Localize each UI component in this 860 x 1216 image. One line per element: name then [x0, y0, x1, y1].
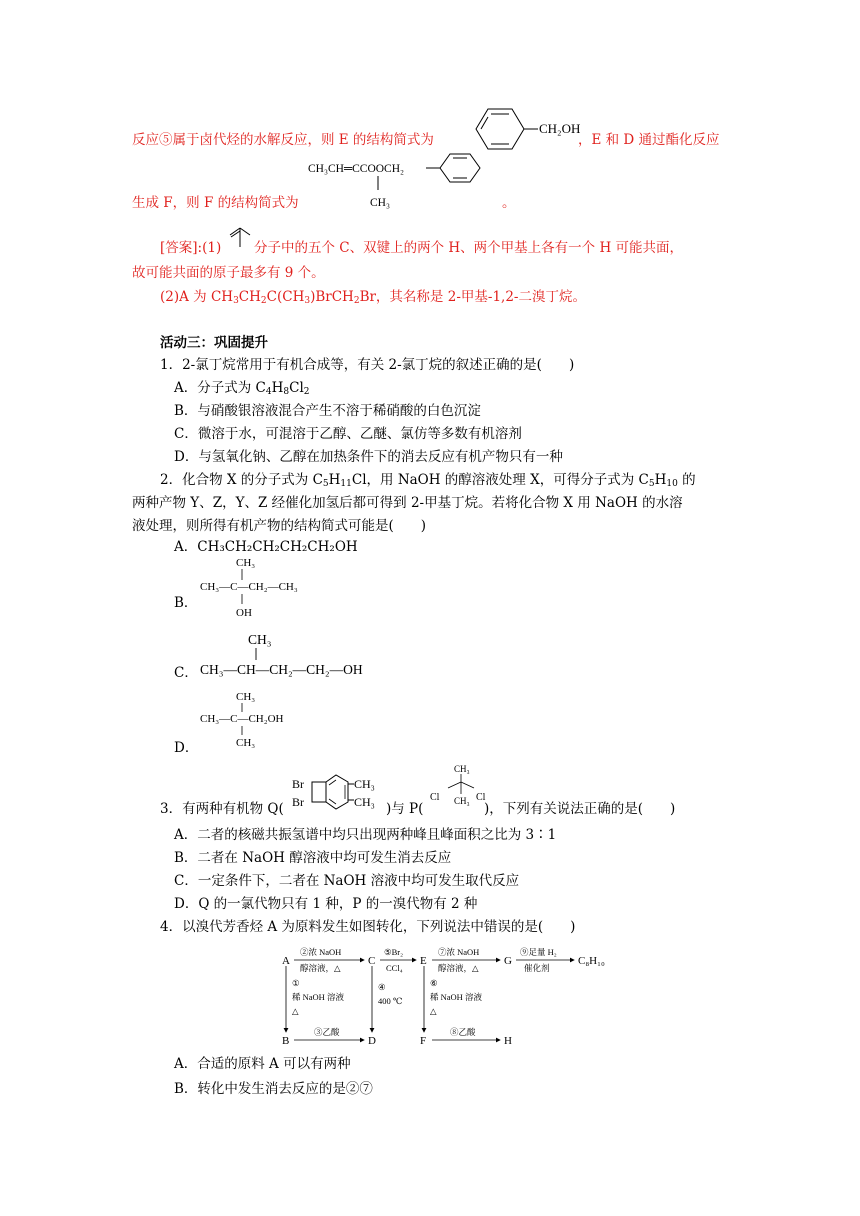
q-br-top: Br — [292, 777, 304, 791]
node-c8h10: C₈H₁₀ — [578, 955, 605, 967]
node-b: B — [282, 1035, 290, 1047]
p-ch3-top: CH₃ — [454, 764, 470, 774]
q2-structure-b — [198, 554, 338, 622]
node-g: G — [504, 955, 512, 967]
answer-line-2b — [502, 194, 516, 212]
node-c: C — [368, 955, 376, 967]
p-cl-left: Cl — [430, 792, 440, 803]
q4-option-b: B．转化中发生消去反应的是②⑦ — [174, 1081, 373, 1097]
q2-option-c-label: C． — [174, 665, 198, 681]
answer-1-text: 分子中的五个 C、双键上的两个 H、两个甲基上各有一个 H 可能共面， — [254, 240, 684, 256]
r5-top: ⑤Br₂ — [384, 947, 404, 957]
node-d: D — [368, 1035, 376, 1047]
r1-num: ① — [292, 978, 300, 988]
answer-2-text: (2)A 为 $CH_3CH_2C(CH_3)BrCH_2Br$，其名称是 2-甲基-1,2-二溴丁烷。 — [160, 289, 586, 306]
r2-bot: 醇溶液，△ — [300, 963, 341, 973]
q1-option-c: C．微溶于水，可混溶于乙醇、乙醚、氯仿等多数有机溶剂 — [174, 426, 522, 442]
section-title: 活动三：巩固提升 — [160, 335, 268, 351]
q2-stem-2: 两种产物 Y、Z，Y、Z 经催化加氢后都可得到 2-甲基丁烷。若将化合物 X 用 NaOH 的水溶 — [132, 495, 683, 511]
q2-structure-d — [198, 688, 338, 750]
r3-label: ③乙酸 — [314, 1027, 340, 1037]
q1-option-d: D．与氢氧化钠、乙醇在加热条件下的消去反应有机产物只有一种 — [174, 449, 563, 465]
struct-c-chain: CH₃—CH—CH₂—CH₂—OH — [200, 662, 363, 677]
answer-line-2 — [132, 194, 299, 212]
q1-stem: 1．2-氯丁烷常用于有机合成等，有关 2-氯丁烷的叙述正确的是( ) — [160, 357, 575, 373]
r1-reagent: 稀 NaOH 溶液 — [292, 992, 344, 1002]
struct-d-chain: CH₃—C—CH₂OH — [200, 713, 284, 725]
ester-branch-label: CH₃ — [370, 197, 390, 209]
q-ch3-top: CH₃ — [354, 777, 375, 791]
q4-option-a: A．合适的原料 A 可以有两种 — [174, 1056, 351, 1072]
r6-heat: △ — [430, 1006, 437, 1016]
q3-stem-b: )与 P( — [386, 801, 424, 817]
q2-option-b-label: B． — [174, 595, 198, 611]
node-h: H — [504, 1035, 512, 1047]
q3-option-a: A．二者的核磁共振氢谱中均只出现两种峰且峰面积之比为 3∶1 — [174, 827, 557, 843]
q3-option-d: D．Q 的一氯代物只有 1 种，P 的一溴代物有 2 种 — [174, 896, 478, 912]
q3-structure-p — [428, 762, 492, 818]
benzyl-label: CH₂OH — [539, 121, 581, 136]
q2-structure-c — [198, 628, 418, 680]
p-ch3-bottom: CH₃ — [454, 796, 470, 806]
ester-top-label: CH₃CH═CCOOCH₂ — [308, 163, 405, 175]
r1-heat: △ — [292, 1006, 299, 1016]
q2-option-d-label: D． — [174, 740, 199, 756]
answer-text: 反应⑤属于卤代烃的水解反应，则 E 的结构简式为 — [132, 132, 434, 148]
isoprene-skeleton — [226, 225, 256, 251]
answer-prefix: [答案]:(1) — [160, 240, 222, 256]
node-e: E — [420, 955, 427, 967]
q3-option-c: C．一定条件下，二者在 NaOH 溶液中均可发生取代反应 — [174, 873, 520, 889]
q4-stem: 4．以溴代芳香烃 A 为原料发生如图转化，下列说法中错误的是( ) — [160, 919, 576, 935]
answer-text: ，E 和 D 通过酯化反应 — [578, 132, 720, 148]
q2-stem-1: 2．化合物 X 的分子式为 $C_5H_{11}Cl$，用 NaOH 的醇溶液处理 X，可得分子式为 $C_5H_{10}$ 的 — [160, 472, 696, 489]
q2-option-a: A．CH₃CH₂CH₂CH₂CH₂OH — [174, 539, 358, 555]
r2-top: ②浓 NaOH — [300, 947, 342, 957]
r6-num: ⑥ — [430, 978, 438, 988]
r9-top: ⑨足量 H₂ — [520, 947, 557, 957]
q-br-bottom: Br — [292, 795, 304, 809]
r6-reagent: 稀 NaOH 溶液 — [430, 992, 482, 1002]
q3-stem-a: 3．有两种有机物 Q( — [160, 801, 284, 817]
r8-label: ⑧乙酸 — [450, 1027, 476, 1037]
answer-1-text-2: 故可能共面的原子最多有 9 个。 — [132, 265, 325, 281]
r9-bot: 催化剂 — [524, 963, 550, 973]
r7-bot: 醇溶液，△ — [438, 963, 479, 973]
struct-b-chain: CH₃—C—CH₂—CH₃ — [200, 581, 298, 593]
r4-temp: 400 ℃ — [378, 996, 403, 1006]
struct-b-ch3: CH₃ — [236, 557, 256, 569]
benzyl-alcohol-structure — [456, 104, 586, 154]
node-f: F — [420, 1035, 427, 1047]
r5-bot: CCl₄ — [386, 963, 403, 973]
answer-text: 生成 F，则 F 的结构简式为 — [132, 195, 299, 211]
node-a: A — [282, 955, 290, 967]
q1-option-b: B．与硝酸银溶液混合产生不溶于稀硝酸的白色沉淀 — [174, 403, 481, 419]
struct-c-ch3: CH₃ — [248, 632, 272, 647]
p-cl-right: Cl — [476, 792, 486, 803]
r7-top: ⑦浓 NaOH — [438, 947, 480, 957]
struct-d-ch3-bottom: CH₃ — [236, 737, 256, 749]
q3-structure-q — [290, 772, 388, 816]
q1-option-a: A．分子式为 $C_4H_8Cl_2$ — [174, 380, 310, 397]
answer-line-1b — [578, 131, 720, 149]
q2-stem-3: 液处理，则所得有机产物的结构简式可能是( ) — [132, 518, 427, 534]
q-ch3-bottom: CH₃ — [354, 795, 375, 809]
struct-b-oh: OH — [236, 607, 252, 619]
q4-reaction-scheme — [280, 944, 620, 1048]
q3-option-b: B．二者在 NaOH 醇溶液中均可发生消去反应 — [174, 850, 452, 866]
r4-num: ④ — [378, 982, 386, 992]
q3-stem-c: )，下列有关说法正确的是( ) — [484, 801, 676, 817]
answer-line-1 — [132, 131, 434, 149]
ester-structure — [308, 150, 508, 212]
answer-text: 。 — [502, 195, 516, 211]
struct-d-ch3-top: CH₃ — [236, 691, 256, 703]
